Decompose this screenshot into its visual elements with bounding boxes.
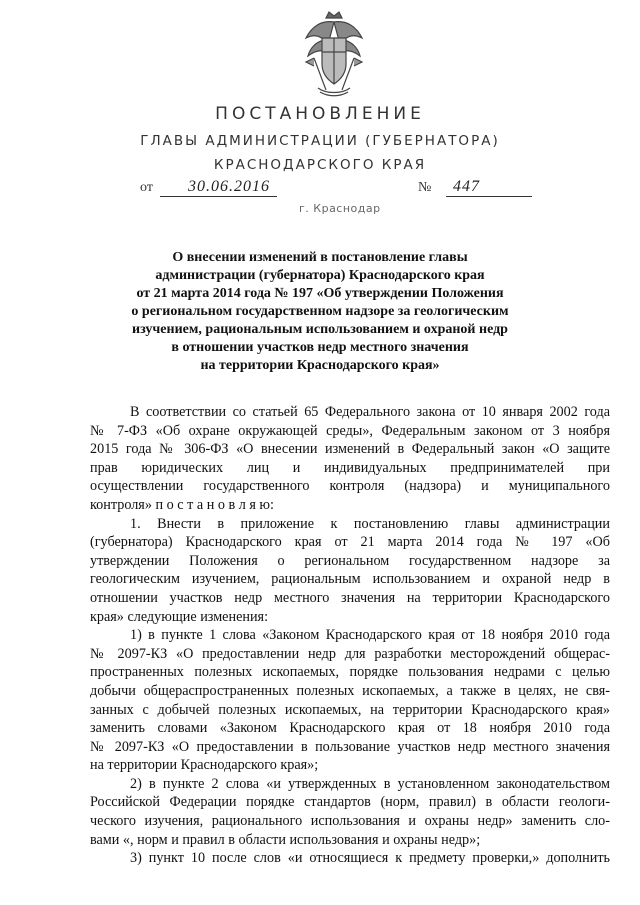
body-line: контроля» п о с т а н о в л я ю: (90, 496, 274, 513)
body-line: заменить словами «Законом Краснодарского края от 18 ноября 2010 года (90, 720, 610, 737)
body-line: геологическим изучением, рациональным использованием и охраной недр в (90, 571, 610, 588)
body-line: 1) в пункте 1 слова «Законом Краснодарского края от 18 ноября 2010 года (130, 627, 610, 644)
body-line: осуществлении государственного контроля (надзора) и муниципального (90, 478, 610, 495)
document-type-heading: ПОСТАНОВЛЕНИЕ (215, 104, 425, 124)
title-line: на территории Краснодарского края» (200, 358, 440, 373)
body-line: № 2097-КЗ «О предоставлении недр для разработки месторождений общерас- (90, 645, 610, 662)
body-line: 3) пункт 10 после слов «и относящиеся к предмету проверки,» дополнить (130, 850, 610, 867)
body-line: В соответствии со статьей 65 Федерального закона от 10 января 2002 года (130, 404, 610, 420)
date-value: 30.06.2016 (188, 178, 270, 195)
body-line: 2015 года № 306-ФЗ «О внесении изменений в Федеральный закон «О защите (90, 441, 610, 458)
body-line: (губернатора) Краснодарского края от 21 марта 2014 года № 197 «Об (90, 534, 610, 551)
coat-of-arms-emblem (300, 8, 368, 98)
body-line: прав юридических лиц и индивидуальных предпринимателей при (90, 459, 610, 476)
date-underline (160, 196, 277, 197)
body-line: утверждении Положения о региональном государственном надзоре за (90, 552, 610, 569)
number-label: № (418, 180, 432, 195)
body-line: № 2097-КЗ «О предоставлении в пользование участков недр местного значения (90, 738, 610, 755)
title-line: от 21 марта 2014 года № 197 «Об утверждении Положения (136, 286, 504, 301)
title-line: изучением, рациональным использованием и охраной недр (132, 322, 508, 337)
body-line: 2) в пункте 2 слова «и утвержденных в установленном законодательством (130, 775, 610, 792)
issuer-heading-line2: КРАСНОДАРСКОГО КРАЯ (213, 157, 427, 173)
document-body (90, 403, 610, 868)
city-label: г. Краснодар (299, 202, 381, 215)
body-line: на территории Краснодарского края»; (90, 757, 319, 774)
body-line: края» следующие изменения: (90, 608, 269, 625)
title-line: О внесении изменений в постановление главы (172, 250, 468, 265)
issuer-heading-line1: ГЛАВЫ АДМИНИСТРАЦИИ (ГУБЕРНАТОРА) (140, 133, 500, 149)
body-line: пространенных полезных ископаемых, порядке пользования недрами с целью (90, 664, 610, 681)
document-title (100, 249, 540, 375)
title-line: в отношении участков недр местного значения (171, 340, 469, 355)
number-underline (446, 196, 532, 197)
date-label: от (140, 180, 153, 195)
body-line: добычи общераспространенных полезных ископаемых, а также в целях, не свя- (90, 682, 610, 699)
body-line: Российской Федерации порядке стандартов (норм, правил) в области геологи- (90, 794, 610, 811)
title-line: о региональном государственном надзоре за геологическим (131, 304, 509, 319)
number-value: 447 (453, 178, 480, 195)
body-line: отношении участков недр местного значения на территории Краснодарского (90, 589, 610, 606)
body-line: № 7-ФЗ «Об охране окружающей среды», Федеральным законом от 3 ноября (90, 422, 610, 439)
title-line: администрации (губернатора) Краснодарского края (155, 268, 485, 283)
body-line: 1. Внести в приложение к постановлению главы администрации (130, 515, 610, 532)
body-line: вами «, норм и правил в области использования и охраны недр»; (90, 831, 481, 848)
body-line: ческого изучения, рационального использования и охраны недр» заменить сло- (90, 813, 610, 830)
body-line: занных с добычей полезных ископаемых, на территории Краснодарского края» (90, 701, 610, 718)
